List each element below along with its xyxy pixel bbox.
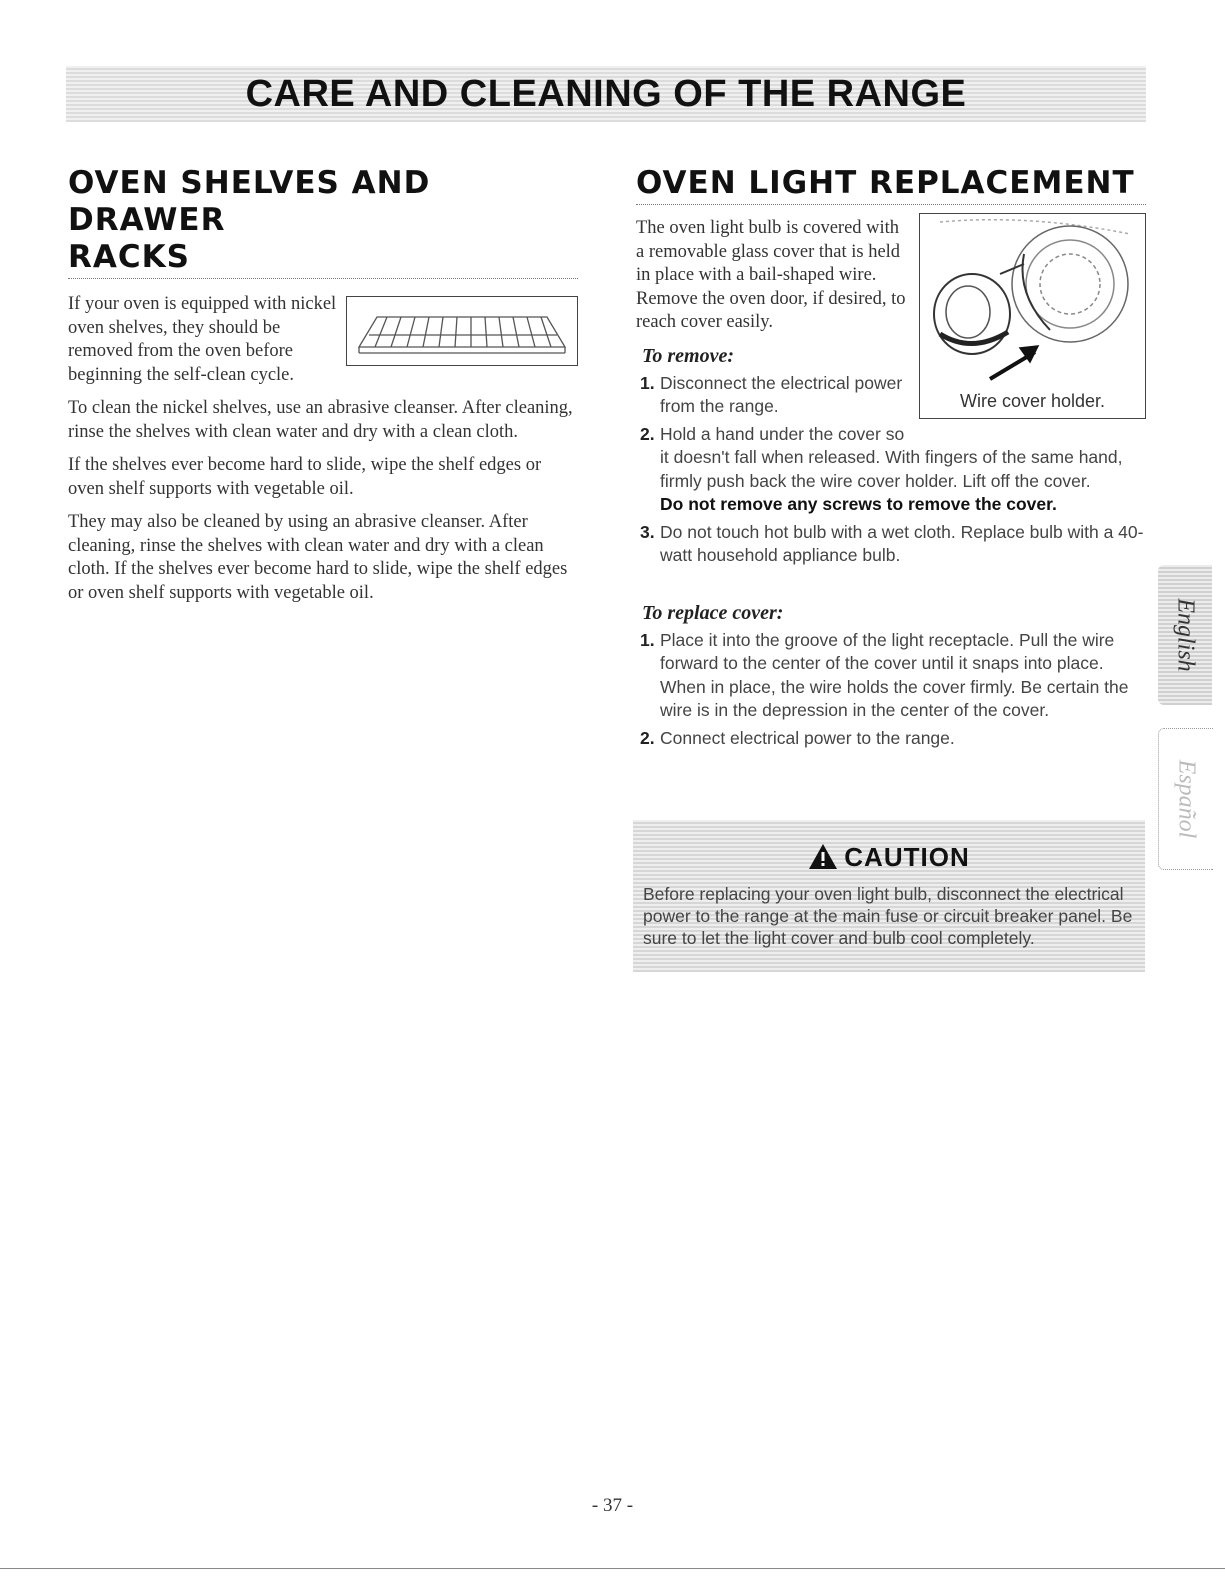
tab-espanol-label: Español <box>1173 759 1200 839</box>
step-number: 2. <box>640 423 655 444</box>
oven-light-heading: OVEN LIGHT REPLACEMENT <box>636 165 1146 205</box>
step-text: Connect electrical power to the range. <box>660 727 955 748</box>
step-number: 1. <box>640 372 655 393</box>
caution-text: Before replacing your oven light bulb, disconnect the electrical power to the range at the main fuse or circuit breaker panel. Be sure to let the light cover and bulb cool completely. <box>643 884 1133 948</box>
bottom-rule <box>0 1568 1225 1569</box>
step-text: Do not touch hot bulb with a wet cloth. Replace bulb with a 40-watt household appliance bulb. <box>660 521 1144 565</box>
step-text: Place it into the groove of the light receptacle. Pull the wire forward to the center of the cover until it snaps into place. When in place, the wire holds the cover firmly. Be certain the wire is in the depression in the center of the cover. <box>660 629 1129 720</box>
step-text: Disconnect the electrical power from the range. <box>660 372 903 416</box>
shelves-section <box>68 165 578 615</box>
tab-english[interactable] <box>1158 565 1212 705</box>
step-number: 1. <box>640 629 655 650</box>
remove-steps <box>636 372 1146 568</box>
shelves-paragraph-1: If your oven is equipped with nickel oven shelves, they should be removed from the oven before beginning the self-clean cycle. <box>68 294 337 385</box>
shelves-paragraph-2: To clean the nickel shelves, use an abrasive cleanser. After cleaning, rinse the shelves with clean water and dry with a clean cloth. <box>68 398 573 442</box>
list-item <box>636 521 1146 568</box>
caution-box <box>633 820 1145 972</box>
oven-light-intro: The oven light bulb is covered with a removable glass cover that is held in place with a bail-shaped wire. Remove the oven door, if desired, to reach cover easily. <box>636 218 906 332</box>
tab-espanol[interactable] <box>1158 728 1213 870</box>
figure-caption: Wire cover holder. <box>959 391 1106 411</box>
section-banner <box>66 66 1146 122</box>
list-item <box>636 423 1146 517</box>
warning-triangle-icon <box>808 843 838 870</box>
step-number: 3. <box>640 521 655 542</box>
tab-english-label: English <box>1172 598 1199 672</box>
caution-title-text: CAUTION <box>844 842 970 872</box>
shelves-paragraph-3: If the shelves ever become hard to slide, wipe the shelf edges or oven shelf supports with vegetable oil. <box>68 455 542 499</box>
shelves-heading-line1: OVEN SHELVES AND DRAWER <box>68 165 431 238</box>
list-item <box>636 727 1146 751</box>
step-number: 2. <box>640 727 655 748</box>
remove-heading: To remove: <box>642 344 735 367</box>
caution-title <box>633 842 1145 873</box>
page-title: CARE AND CLEANING OF THE RANGE <box>245 72 967 115</box>
page-number: - 37 - <box>591 1495 634 1516</box>
list-item <box>636 372 1146 419</box>
shelves-paragraph-4: They may also be cleaned by using an abrasive cleanser. After cleaning, rinse the shelves with clean water and dry with a clean cloth. If the shelves ever become hard to slide, wipe the shelf edges or oven shelf supports with vegetable oil. <box>68 512 568 603</box>
screws-warning: Do not remove any screws to remove the cover. <box>660 494 1057 514</box>
step-text: Hold a hand under the cover so it doesn't fall when released. With fingers of the same hand, firmly push back the wire cover holder. Lift off the cover. <box>660 423 1123 491</box>
oven-light-section <box>636 165 1146 754</box>
shelves-heading-line2: RACKS <box>68 239 190 275</box>
replace-steps <box>636 629 1146 751</box>
shelves-heading <box>68 165 578 279</box>
replace-heading: To replace cover: <box>642 601 784 624</box>
list-item <box>636 629 1146 723</box>
oven-rack-illustration <box>346 296 578 366</box>
